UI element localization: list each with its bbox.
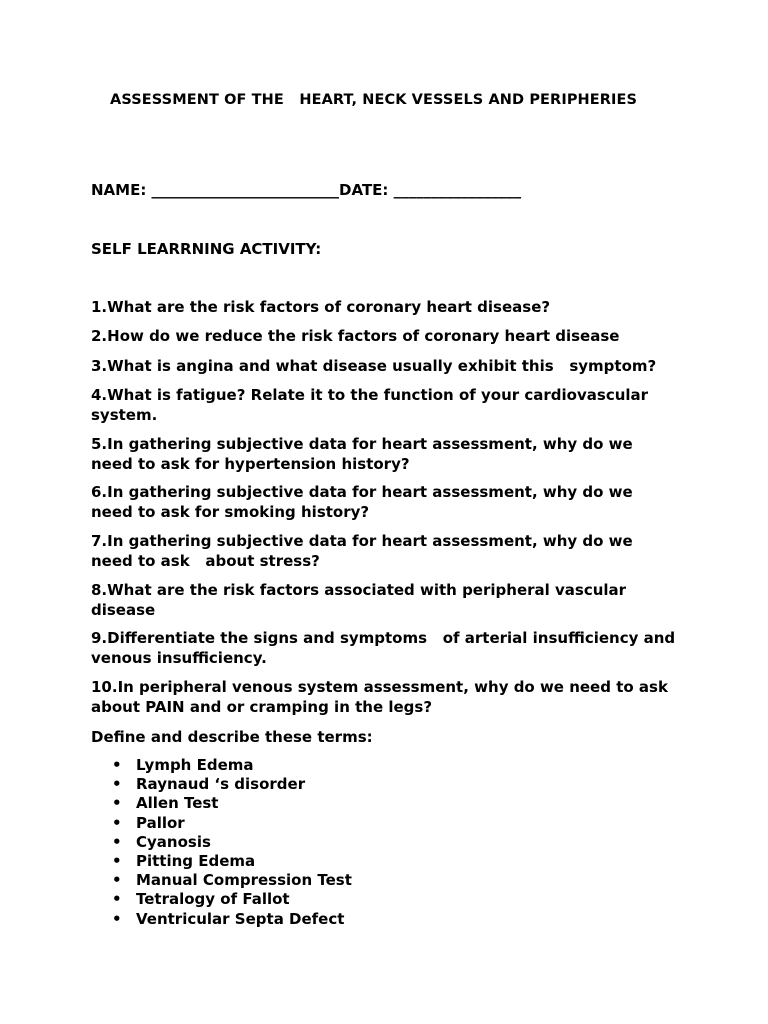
list-item [91,794,352,813]
bullet-icon: • [112,832,122,851]
question-9: 9.Differentiate the signs and symptoms of arterial insufficiency and venous insufficiency. [91,629,676,667]
bullet-icon: • [112,909,122,928]
question-10: 10.In peripheral venous system assessment, why do we need to ask about PAIN and or cramping in the legs? [91,678,668,716]
define-heading: Define and describe these terms: [91,728,373,746]
term-label: Lymph Edema [136,756,254,774]
bullet-icon: • [112,794,122,813]
list-item [91,814,352,833]
question-8: 8.What are the risk factors associated with peripheral vascular disease [91,581,627,619]
document-title: ASSESSMENT OF THE HEART, NECK VESSELS AND PERIPHERIES [110,92,638,108]
bullet-icon: • [112,851,122,870]
question-5: 5.In gathering subjective data for heart assessment, why do we need to ask for hypertension history? [91,435,633,473]
term-label: Allen Test [136,794,219,813]
question-2: 2.How do we reduce the risk factors of coronary heart disease [91,327,620,345]
term-label: Manual Compression Test [136,871,352,890]
bullet-icon: • [112,756,122,774]
bullet-icon: • [112,813,122,832]
list-item [91,890,352,909]
name-date-line: NAME: _________________________DATE: _________________ [91,181,522,199]
term-label: Cyanosis [136,832,211,851]
list-item [91,871,352,890]
list-item [91,756,352,775]
term-label: Tetralogy of Fallot [136,890,290,909]
term-label: Pallor [136,813,185,832]
question-6: 6.In gathering subjective data for heart assessment, why do we need to ask for smoking history? [91,483,633,521]
list-item [91,775,352,794]
term-label: Ventricular Septa Defect [136,909,345,928]
term-label: Pitting Edema [136,851,256,870]
terms-list [91,756,352,929]
list-item [91,910,352,929]
bullet-icon: • [112,871,122,890]
question-1: 1.What are the risk factors of coronary heart disease? [91,298,551,316]
question-3: 3.What is angina and what disease usually exhibit this symptom? [91,357,657,375]
bullet-icon: • [112,890,122,909]
term-label: Raynaud ‘s disorder [136,775,306,794]
question-4: 4.What is fatigue? Relate it to the function of your cardiovascular system. [91,386,649,424]
question-7: 7.In gathering subjective data for heart assessment, why do we need to ask about stress? [91,532,633,570]
section-heading: SELF LEARRNING ACTIVITY: [91,240,322,258]
list-item [91,852,352,871]
bullet-icon: • [112,775,122,794]
list-item [91,833,352,852]
